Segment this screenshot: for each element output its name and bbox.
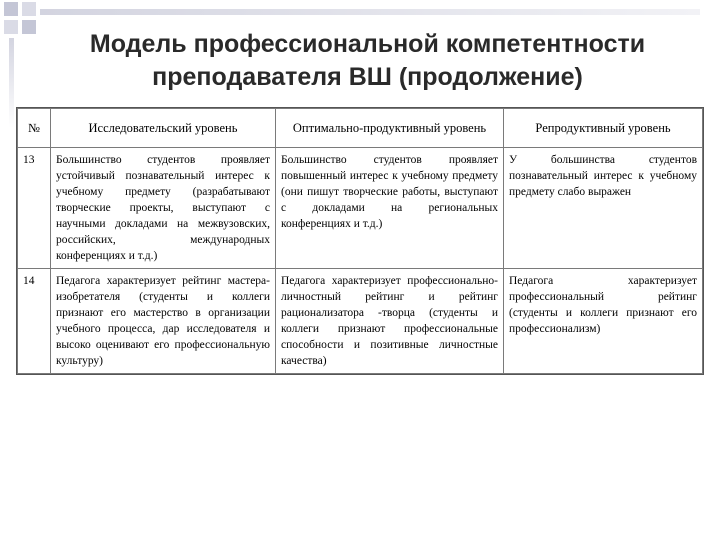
table-cell: Педагога характеризует профессиональный рейтинг (студенты и коллеги признают его профессионализм)	[504, 269, 703, 374]
header-reproductive-level: Репродуктивный уровень	[504, 109, 703, 148]
header-number: №	[18, 109, 51, 148]
header-research-level: Исследовательский уровень	[51, 109, 276, 148]
decor-square	[4, 20, 18, 34]
table-cell: Большинство студентов проявляет устойчивый познавательный интерес к учебному предмету (разрабатывают творческие проекты, выступают с научными докладами на межвузовских, российских, международных конференциях и т.д.)	[51, 148, 276, 269]
table-header-row	[18, 109, 703, 148]
decor-bar	[40, 9, 700, 15]
decor-square	[22, 20, 36, 34]
table-cell: Педагога характеризует рейтинг мастера-изобретателя (студенты и коллеги признают его мастерство в организации учебного процесса, дар исследователя и высоко оценивают его профессиональную культуру)	[51, 269, 276, 374]
decor-bar	[9, 38, 14, 128]
table-cell: Педагога характеризует профессионально-личностный рейтинг и рейтинг рационализатора -творца (студенты и коллеги признают профессиональные способности и позитивные личностные качества)	[276, 269, 504, 374]
row-number: 14	[18, 269, 51, 374]
table-row	[18, 148, 703, 269]
table-row	[18, 269, 703, 374]
decor-square	[22, 2, 36, 16]
header-optimal-level: Оптимально-продуктивный уровень	[276, 109, 504, 148]
decor-square	[4, 2, 18, 16]
page-title	[40, 28, 695, 94]
title-line-1: Модель профессиональной компетентности	[89, 30, 646, 58]
table-cell: Большинство студентов проявляет повышенный интерес к учебному предмету (они пишут творческие работы, выступают с докладами на региональных конференциях и т.д.)	[276, 148, 504, 269]
title-line-2: преподавателя ВШ (продолжение)	[152, 63, 583, 91]
competence-table	[17, 108, 703, 374]
row-number: 13	[18, 148, 51, 269]
table-cell: У большинства студентов познавательный интерес к учебному предмету слабо выражен	[504, 148, 703, 269]
